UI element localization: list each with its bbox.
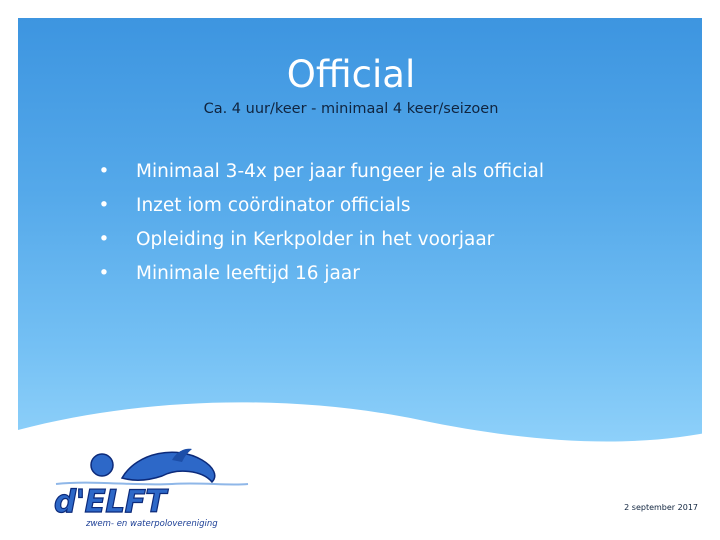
bullet-text: Minimaal 3-4x per jaar fungeer je als official — [136, 161, 544, 182]
bullet-marker: • — [98, 195, 110, 216]
dolphin-icon — [122, 452, 215, 482]
logo-wordmark: d'ELFT — [54, 484, 166, 520]
bullet-marker: • — [98, 263, 110, 284]
bullet-text: Inzet iom coördinator officials — [136, 195, 411, 216]
footer-date: 2 september 2017 — [624, 503, 698, 512]
bullet-marker: • — [98, 161, 110, 182]
bullet-text: Opleiding in Kerkpolder in het voorjaar — [136, 229, 495, 250]
bullet-marker: • — [98, 229, 110, 250]
logo-tagline: zwem- en waterpolovereniging — [86, 519, 218, 529]
slide-subtitle: Ca. 4 uur/keer - minimaal 4 keer/seizoen — [203, 101, 499, 117]
slide-title: Official — [286, 53, 416, 96]
bullet-text: Minimale leeftijd 16 jaar — [136, 263, 360, 284]
ball-icon — [91, 454, 113, 476]
club-logo — [52, 440, 250, 532]
